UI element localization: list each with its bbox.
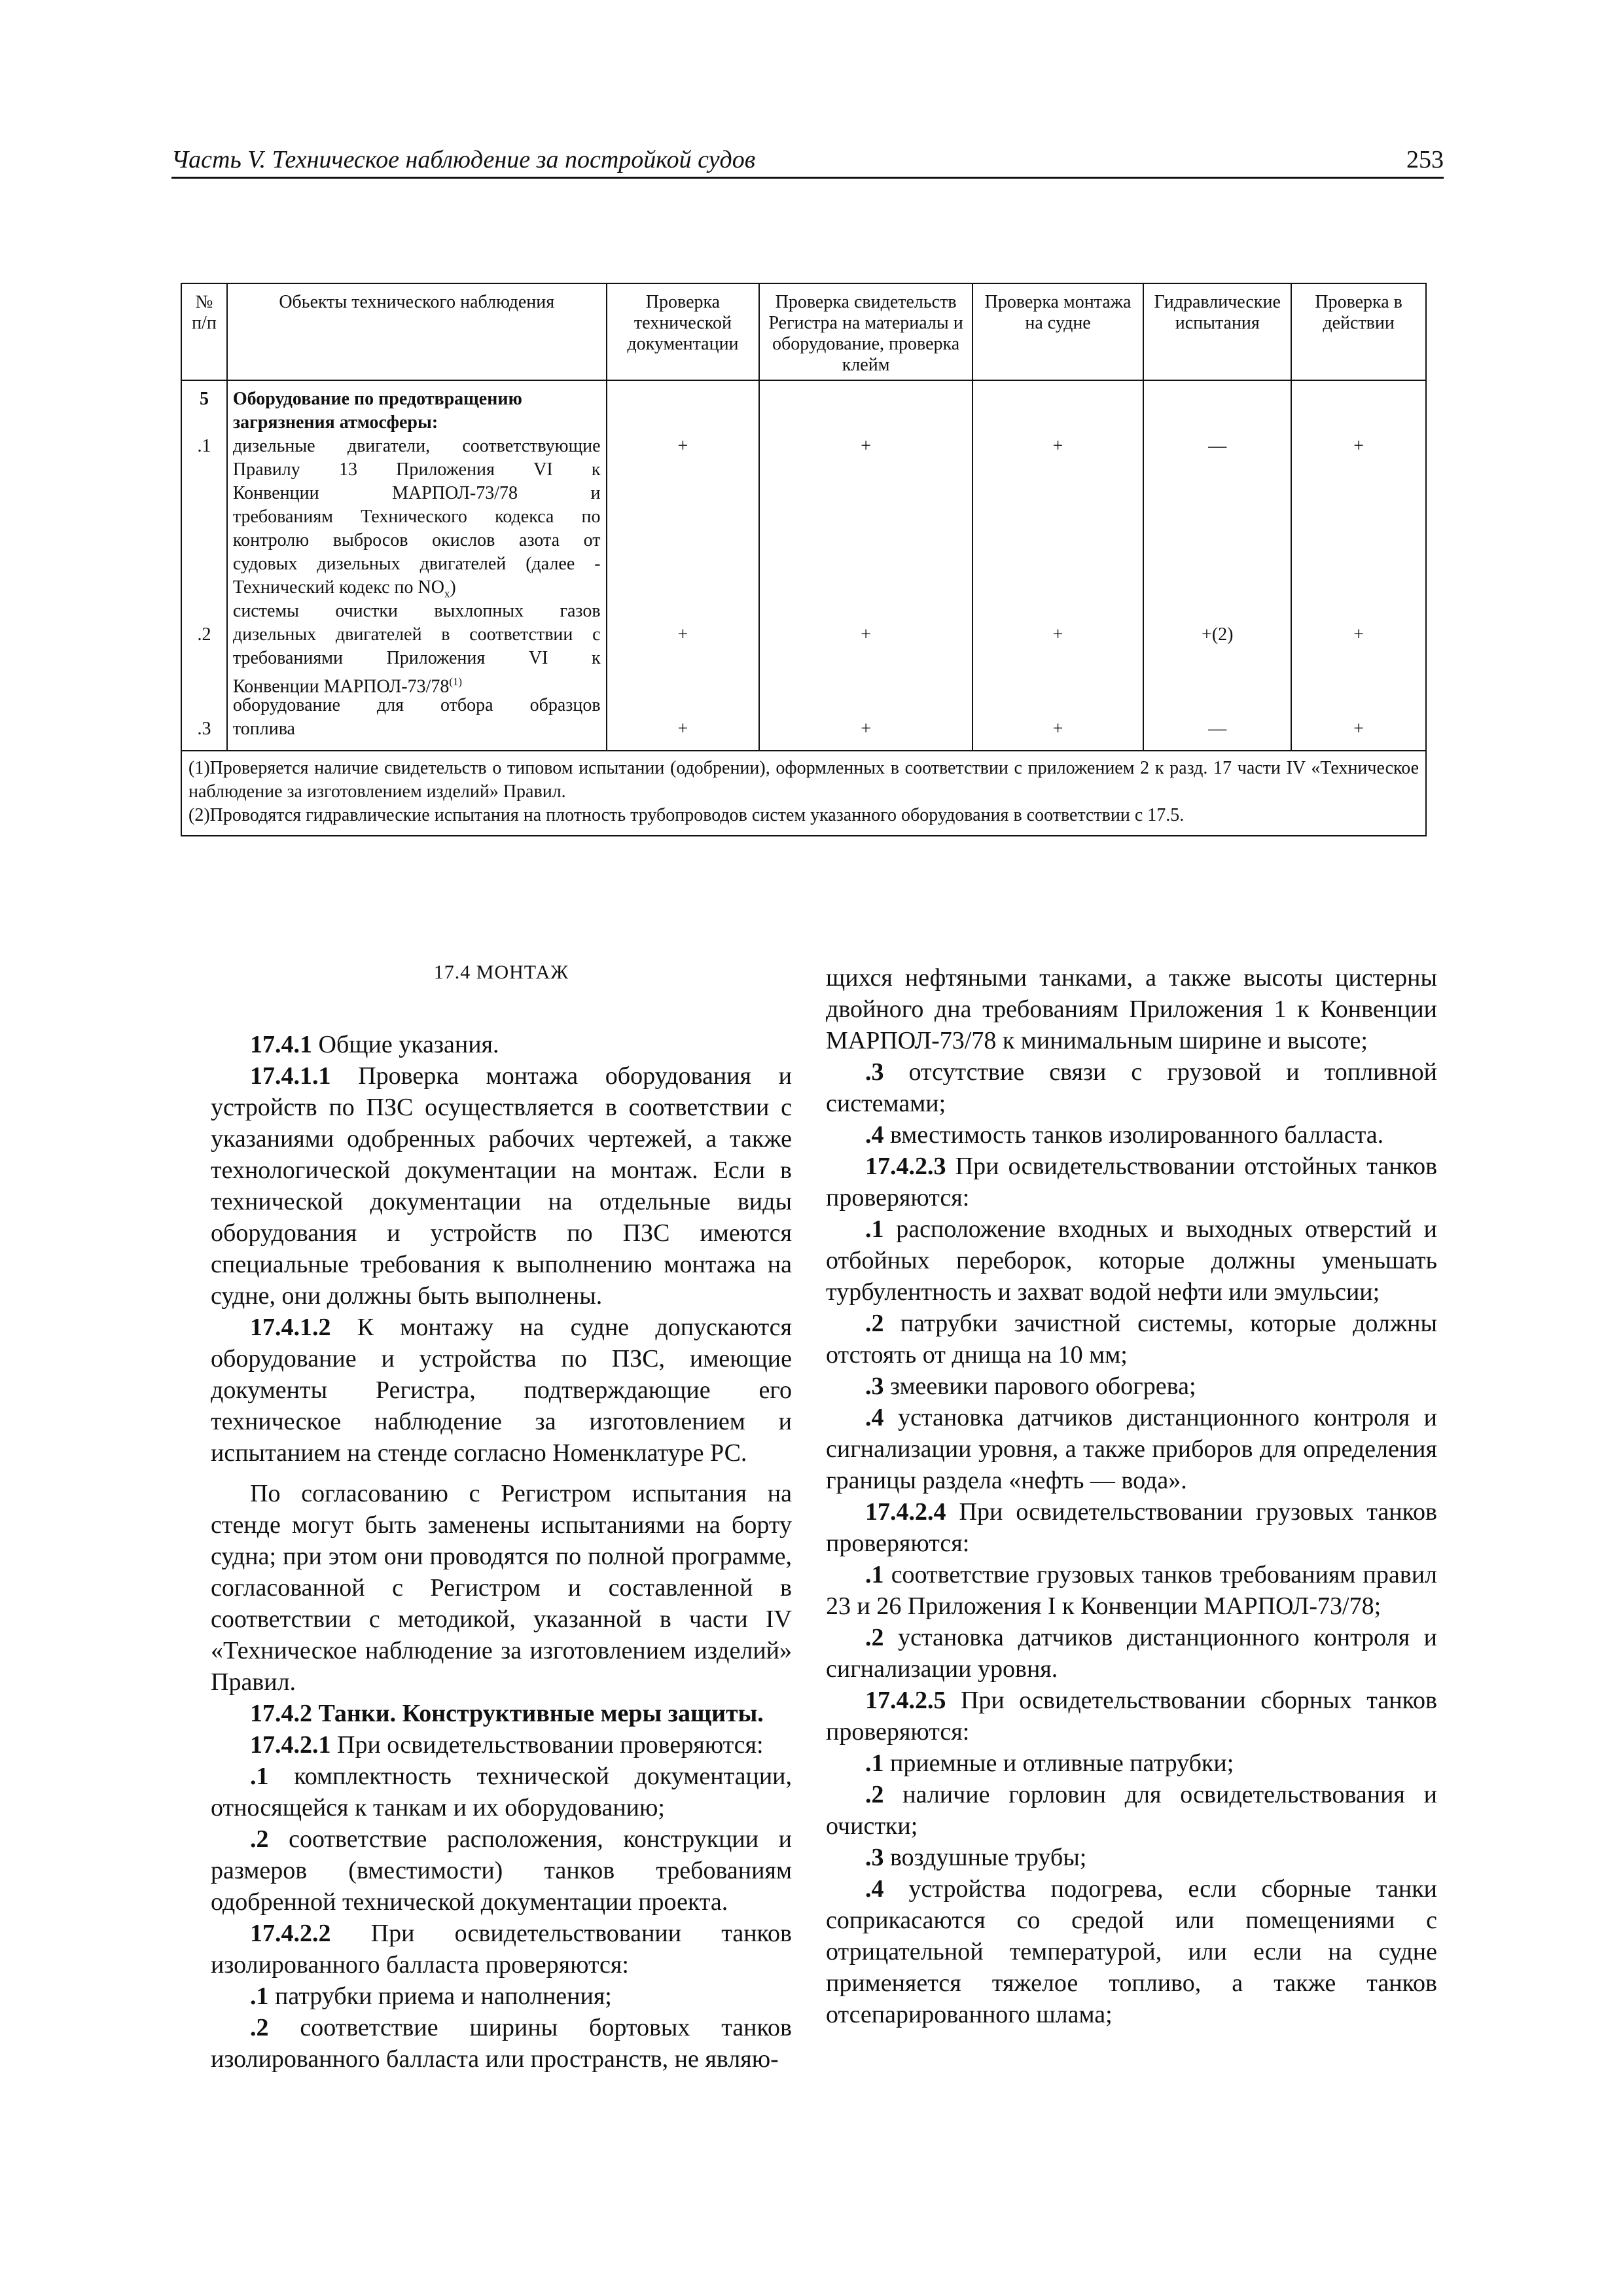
mark: + [1052,436,1063,456]
paragraph: .4 вместимость танков изолированного балласта. [865,1121,1384,1149]
mark: + [861,624,871,645]
col-header-doc-check: Проверка технической документации [607,283,760,380]
mark: + [861,436,871,456]
mark: + [677,436,688,456]
table-notes [181,751,1426,836]
paragraph: .1 расположение входных и выходных отверстий и отбойных переборок, которые должны уменьшать турбулентность и захват водой нефти или эмульсии; [826,1215,1438,1306]
row-number: .1 [197,436,211,456]
table-note: (2)Проводятся гидравлические испытания на плотность трубопроводов систем указанного оборудования в соответствии с 17.5. [188,805,1185,825]
paragraph: .2 соответствие расположения, конструкции и размеров (вместимости) танков требованиям одобренной технической документации проекта. [211,1825,792,1916]
installation-marks [972,380,1143,751]
paragraph: .1 комплектность технической документации, относящейся к танкам и их оборудованию; [211,1763,792,1821]
col-header-hydraulic: Гидравлические испытания [1143,283,1291,380]
col-header-certificates: Проверка свидетельств Регистра на материалы и оборудование, проверка клейм [759,283,972,380]
paragraph: 17.4.1.2 К монтажу на судне допускаются оборудование и устройства по ПЗС, имеющие документы Регистра, подтверждающие его техническое наблюдение за изготовлением и испытанием на стенде согласно Номенклатуре РС. [211,1314,792,1467]
running-header [171,145,1444,179]
table-header-row [181,283,1426,380]
table-notes-row [181,751,1426,836]
mark: + [1052,719,1063,739]
mark: +(2) [1202,624,1234,645]
row-object-text: оборудование для отбора образцов топлива [232,695,601,739]
row-object-text: дизельные двигатели, соответствующие Правилу 13 Приложения VI к Конвенции МАРПОЛ-73/78 и требованиям Технического кодекса по контролю выбросов окислов азота от судовых дизельных двигателей (далее - Технический кодекс по $NO_x$) [232,436,601,600]
certificate-marks [759,380,972,751]
paragraph: 17.4.2.4 При освидетельствовании грузовых танков проверяются: [826,1498,1438,1557]
paragraph: .3 змеевики парового обогрева; [865,1372,1196,1400]
col-header-number: № п/п [181,283,227,380]
mark: — [1208,719,1227,739]
row-object-text: системы очистки выхлопных газов дизельных двигателей в соответствии с требованиями Приложения VI к Конвенции МАРПОЛ-73/78$^{(1)}$ [232,601,601,697]
paragraph: 17.4.2 Танки. Конструктивные меры защиты. [250,1700,764,1727]
table-row [181,380,1426,751]
mark: + [677,624,688,645]
paragraph: 17.4.1.1 Проверка монтажа оборудования и устройств по ПЗС осуществляется в соответствии с указаниями одобренных рабочих чертежей, а также технологической документации на монтаж. Если в технической документации на отдельные виды оборудования и устройств по ПЗС имеются специальные требования к выполнению монтажа на судне, они должны быть выполнены. [211,1062,793,1310]
paragraph: .2 соответствие ширины бортовых танков изолированного балласта или пространств, не являю- [211,2014,792,2073]
mark: + [861,719,871,739]
paragraph: .4 устройства подогрева, если сборные танки соприкасаются со средой или помещениями с отрицательной температурой, или если на судне применяется тяжелое топливо, а также танков отсепарированного шлама; [826,1875,1437,2028]
row-number: .2 [197,624,211,645]
paragraph: 17.4.2.2 При освидетельствовании танков изолированного балласта проверяются: [211,1920,793,1979]
paragraph: щихся нефтяными танками, а также высоты цистерны двойного дна требованиям Приложения 1 к Конвенции МАРПОЛ-73/78 к минимальным ширине и высоте; [826,964,1437,1054]
section-heading: 17.4 МОНТАЖ [433,961,569,983]
paragraph: .2 установка датчиков дистанционного контроля и сигнализации уровня. [826,1624,1438,1683]
row-objects [227,380,607,751]
paragraph: .1 патрубки приема и наполнения; [250,1982,612,2010]
doc-check-marks [607,380,760,751]
mark: + [1353,719,1364,739]
section-title: Оборудование по предотвращению загрязнения атмосферы: [232,389,522,433]
running-header-title: Часть V. Техническое наблюдение за постройкой судов [171,146,756,173]
paragraph: 17.4.1 Общие указания. [250,1031,499,1058]
paragraph: 17.4.2.1 При освидетельствовании проверяются: [250,1731,764,1759]
header-rule [171,177,1444,179]
paragraph: 17.4.2.5 При освидетельствовании сборных танков проверяются: [826,1687,1437,1746]
hydraulic-marks [1143,380,1291,751]
col-header-operation: Проверка в действии [1291,283,1426,380]
mark: + [677,719,688,739]
inspection-table [181,283,1427,836]
paragraph: .4 установка датчиков дистанционного контроля и сигнализации уровня, а также приборов для определения границы раздела «нефть — вода». [826,1404,1438,1494]
paragraph: .3 воздушные трубы; [865,1844,1087,1871]
mark: — [1208,436,1227,456]
right-column [826,962,1437,2030]
operation-marks [1291,380,1426,751]
page-number: 253 [1406,146,1444,173]
mark: + [1052,624,1063,645]
row-number: .3 [197,719,211,739]
paragraph: 17.4.2.3 При освидетельствовании отстойных танков проверяются: [826,1153,1438,1211]
paragraph: .1 соответствие грузовых танков требованиям правил 23 и 26 Приложения I к Конвенции МАРПОЛ-73/78; [826,1561,1437,1620]
mark: + [1353,624,1364,645]
paragraph: .2 патрубки зачистной системы, которые должны отстоять от днища на 10 мм; [826,1310,1438,1369]
section-number: 5 [199,389,209,409]
paragraph: .2 наличие горловин для освидетельствования и очистки; [826,1781,1438,1840]
col-header-installation: Проверка монтажа на судне [972,283,1143,380]
paragraph: .3 отсутствие связи с грузовой и топливной системами; [826,1058,1438,1117]
table-note: (1)Проверяется наличие свидетельств о типовом испытании (одобрении), оформленных в соответствии с приложением 2 к разд. 17 части IV «Техническое наблюдение за изготовлением изделий» Правил. [188,758,1419,802]
row-numbers [181,380,227,751]
paragraph: По согласованию с Регистром испытания на стенде могут быть заменены испытаниями на борту судна; при этом они проводятся по полной программе, согласованной с Регистром и составленной в соответствии с методикой, указанной в части IV «Техническое наблюдение за изготовлением изделий» Правил. [211,1480,792,1696]
left-column [211,957,792,2075]
paragraph: .1 приемные и отливные патрубки; [865,1749,1234,1777]
col-header-object: Обьекты технического наблюдения [227,283,607,380]
mark: + [1353,436,1364,456]
